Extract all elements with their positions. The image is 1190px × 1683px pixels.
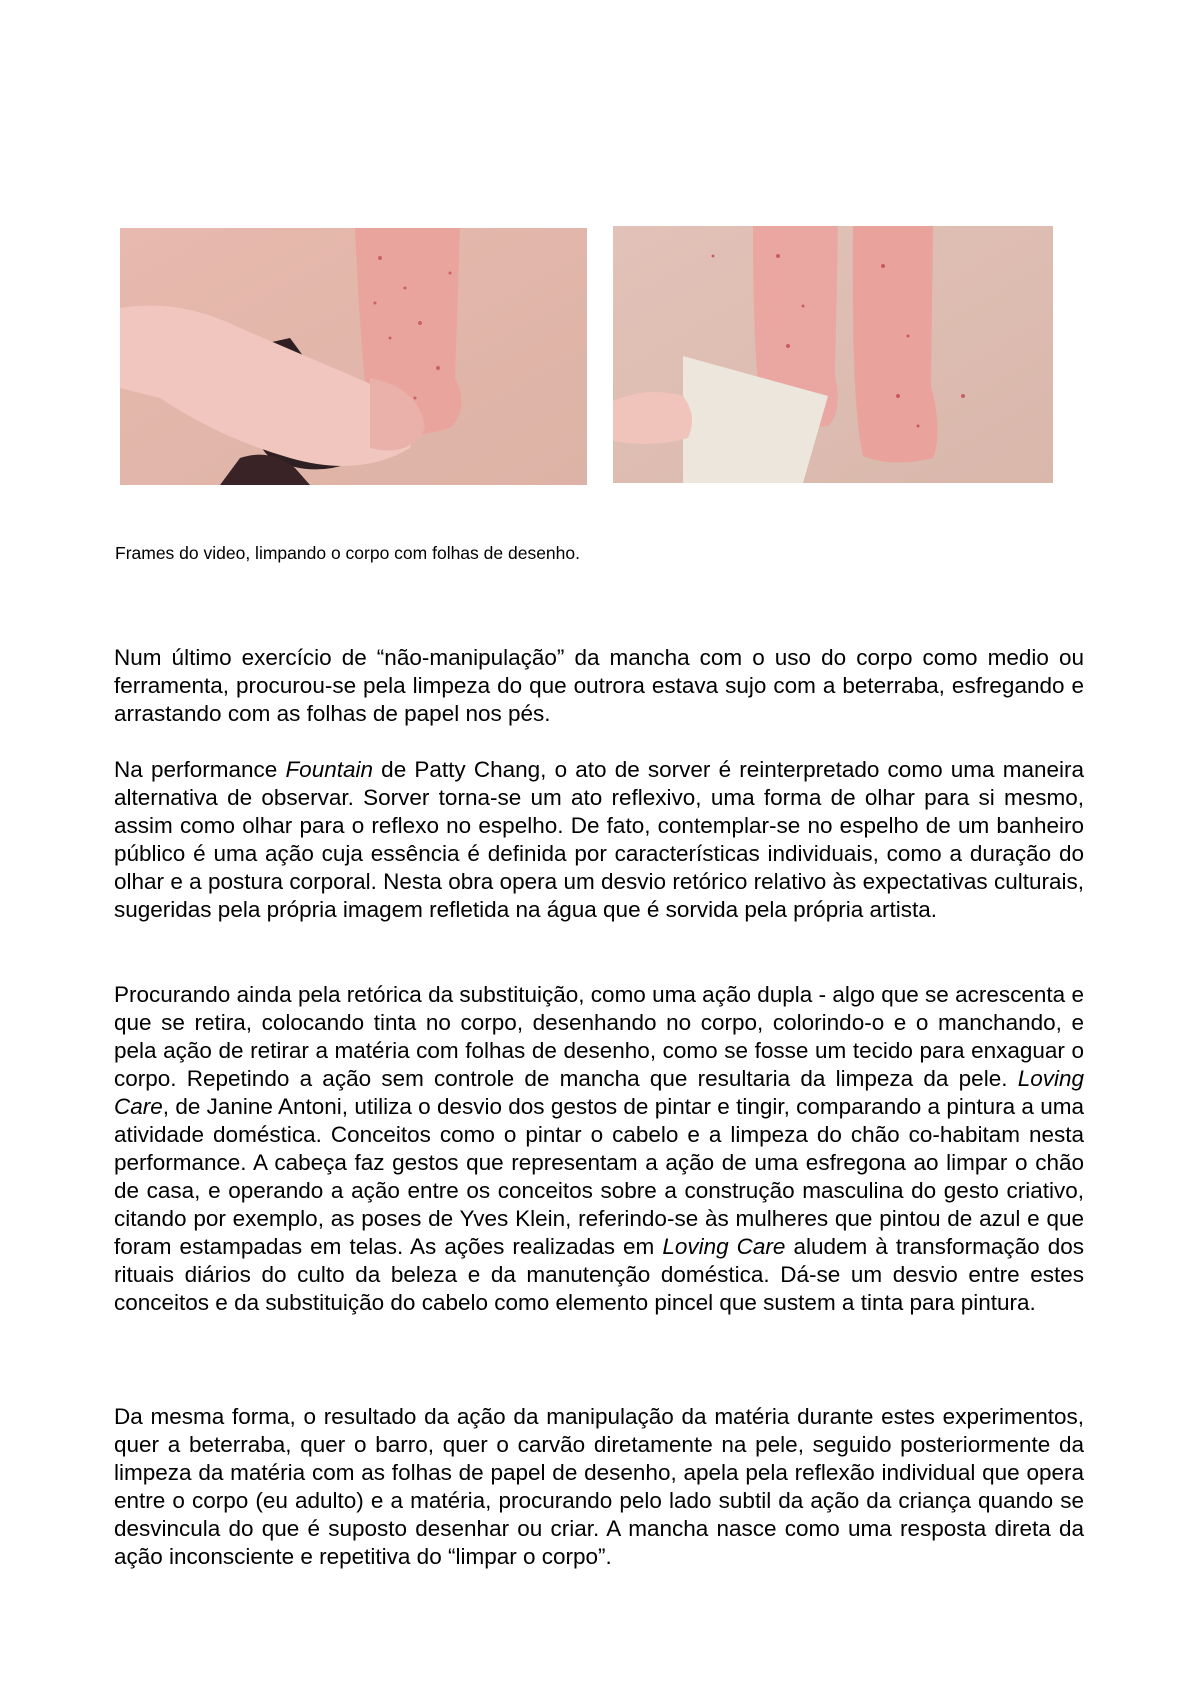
artwork-title-fountain: Fountain [285,756,373,782]
video-frame-2-image [613,226,1053,483]
paragraph-3-text-c: aludem à transformação dos rituais diários do culto da beleza e da manutenção doméstica. Dá-se um desvio entre estes conceitos e da substituição do cabelo como elemento pincel que sustem a tinta para pintura. [114,1233,1084,1315]
video-frame-2 [613,226,1053,483]
video-frame-1-image [120,228,587,485]
paragraph-2-text-a: Na performance [114,756,286,782]
paragraph-1: Num último exercício de “não-manipulação” da mancha com o uso do corpo como medio ou ferramenta, procurou-se pela limpeza do que outrora estava sujo com a beterraba, esfregando e arrastando com as folhas de papel nos pés. [114,644,1084,726]
artwork-title-loving-care: Loving Care [114,1065,1084,1119]
video-frame-1 [120,228,587,485]
paragraph-2 [114,756,1084,924]
paragraph-2-text-b: de Patty Chang, o ato de sorver é reinterpretado como uma maneira alternativa de observar. Sorver torna-se um ato reflexivo, uma forma de olhar para si mesmo, assim como olhar para o reflexo no espelho. De fato, contemplar-se no espelho de um banheiro público é uma ação cuja essência é definida por características individuais, como a duração do olhar e a postura corporal. Nesta obra opera um desvio retórico relativo às expectativas culturais, sugeridas pela própria imagem refletida na água que é sorvida pela própria artista. [114,756,1084,922]
paragraph-4: Da mesma forma, o resultado da ação da manipulação da matéria durante estes experimentos, quer a beterraba, quer o barro, quer o carvão diretamente na pele, seguido posteriormente da limpeza da matéria com as folhas de papel de desenho, apela pela reflexão individual que opera entre o corpo (eu adulto) e a matéria, procurando pelo lado subtil da ação da criança quando se desvincula do que é suposto desenhar ou criar. A mancha nasce como uma resposta direta da ação inconsciente e repetitiva do “limpar o corpo”. [114,1403,1084,1569]
paragraph-3-text-a: Procurando ainda pela retórica da substituição, como uma ação dupla - algo que se acrescenta e que se retira, colocando tinta no corpo, desenhando no corpo, colorindo-o e o manchando, e pela ação de retirar a matéria com folhas de desenho, como se fosse um tecido para enxaguar o corpo. Repetindo a ação sem controle de mancha que resultaria da limpeza da pele. [114,981,1084,1091]
figure-caption: Frames do video, limpando o corpo com folhas de desenho. [115,543,580,563]
paragraph-3-text-b: , de Janine Antoni, utiliza o desvio dos gestos de pintar e tingir, comparando a pintura a uma atividade doméstica. Conceitos como o pintar o cabelo e a limpeza do chão co-habitam nesta performance. A cabeça faz gestos que representam a ação de uma esfregona ao limpar o chão de casa, e operando a ação entre os conceitos sobre a construção masculina do gesto criativo, citando por exemplo, as poses de Yves Klein, referindo-se às mulheres que pintou de azul e que foram estampadas em telas. As ações realizadas em [114,1093,1084,1259]
artwork-title-loving-care-2: Loving Care [662,1233,786,1259]
paragraph-3 [114,981,1084,1317]
